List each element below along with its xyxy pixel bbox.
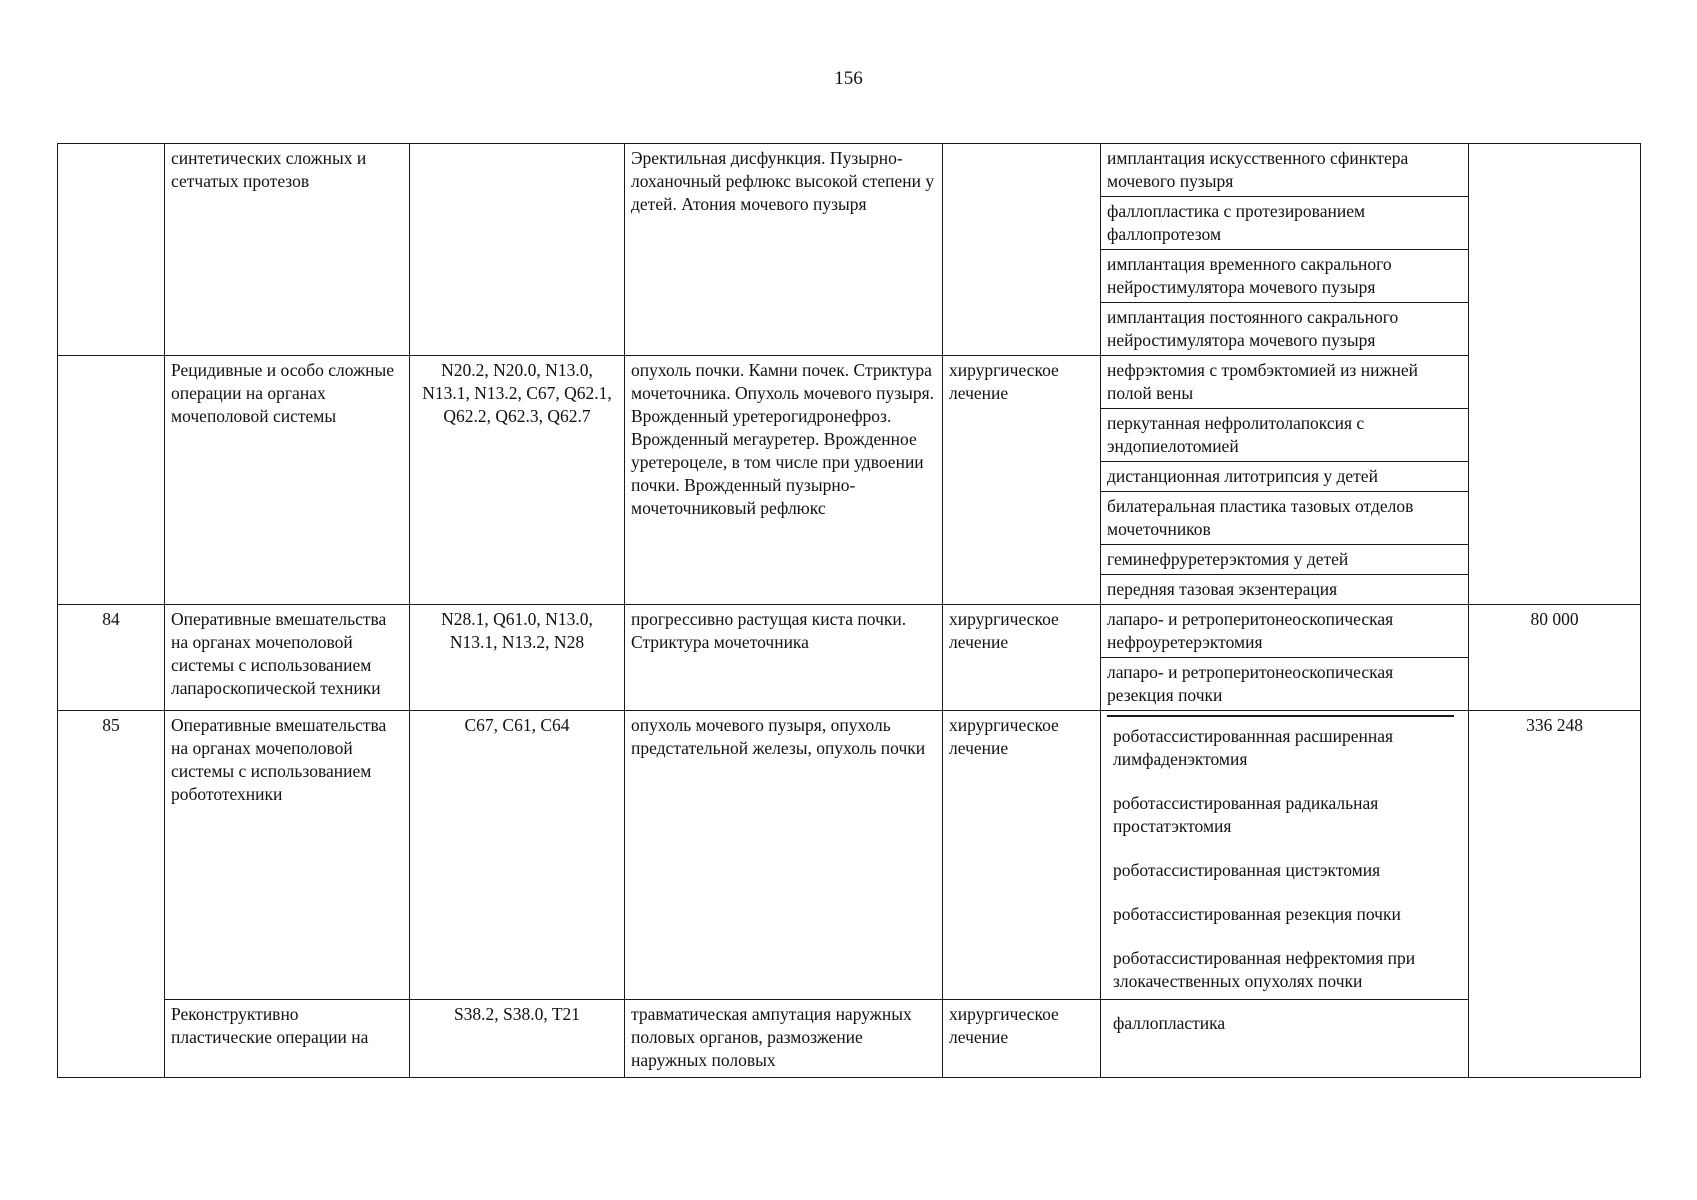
row-number-cell: 84 (58, 605, 165, 711)
diagnosis-cell: опухоль почки. Камни почек. Стриктура мочеточника. Опухоль мочевого пузыря. Врожденный уретерогидронефроз. Врожденный мегауретер. Врожденное уретероцеле, в том числе при удвоении почки. Врожденный пузырно-мочеточниковый рефлюкс (625, 356, 943, 605)
procedure-item: дистанционная литотрипсия у детей (1101, 462, 1468, 492)
cost-cell (1469, 144, 1641, 605)
procedure-item: лапаро- и ретроперитонеоскопическая нефроуретерэктомия (1101, 605, 1468, 658)
icd-codes-cell: C67, C61, C64 (410, 711, 625, 1000)
treatment-type-cell: хирургическое лечение (943, 356, 1101, 605)
treatment-type-cell: хирургическое лечение (943, 1000, 1101, 1078)
row-number-cell: 85 (58, 711, 165, 1078)
care-type-cell: Оперативные вмешательства на органах мочеполовой системы с использованием лапароскопической техники (165, 605, 410, 711)
diagnosis-cell: опухоль мочевого пузыря, опухоль предстательной железы, опухоль почки (625, 711, 943, 1000)
procedure-item: роботассистированная резекция почки (1113, 904, 1401, 924)
procedures-cell (1101, 356, 1469, 605)
icd-codes-cell (410, 144, 625, 356)
procedure-item: передняя тазовая экзентерация (1107, 579, 1338, 599)
row-number-cell (58, 144, 165, 356)
procedure-item: роботассистированная нефректомия при злокачественных опухолях почки (1113, 948, 1416, 991)
procedure-item: перкутанная нефролитолапоксия с эндопиелотомией (1101, 409, 1468, 462)
procedure-item: роботассистированнная расширенная лимфаденэктомия (1113, 726, 1394, 769)
procedure-item: геминефруретерэктомия у детей (1101, 545, 1468, 575)
care-type-cell: Оперативные вмешательства на органах мочеполовой системы с использованием робототехники (165, 711, 410, 1000)
icd-codes-cell: N28.1, Q61.0, N13.0, N13.1, N13.2, N28 (410, 605, 625, 711)
procedure-item: нефрэктомия с тромбэктомией из нижней полой вены (1101, 356, 1468, 409)
care-type-cell: синтетических сложных и сетчатых протезов (165, 144, 410, 356)
icd-codes-cell: S38.2, S38.0, T21 (410, 1000, 625, 1078)
procedures-cell (1101, 144, 1469, 356)
care-type-cell: Реконструктивно пластические операции на (165, 1000, 410, 1078)
procedure-item: роботассистированная радикальная простатэктомия (1113, 793, 1379, 836)
procedures-cell (1101, 711, 1469, 1000)
procedures-cell (1101, 1000, 1469, 1078)
row-number-cell (58, 356, 165, 605)
diagnosis-cell: Эректильная дисфункция. Пузырно-лоханочный рефлюкс высокой степени у детей. Атония мочевого пузыря (625, 144, 943, 356)
procedure-item: лапаро- и ретроперитонеоскопическая резекция почки (1107, 662, 1394, 705)
icd-codes-cell: N20.2, N20.0, N13.0, N13.1, N13.2, C67, Q62.1, Q62.2, Q62.3, Q62.7 (410, 356, 625, 605)
cost-cell: 80 000 (1469, 605, 1641, 711)
procedure-list (1107, 715, 1454, 993)
procedure-item: фаллопластика (1113, 1013, 1226, 1033)
page-number: 156 (834, 68, 863, 89)
treatment-type-cell (943, 144, 1101, 356)
care-type-cell: Рецидивные и особо сложные операции на органах мочеполовой системы (165, 356, 410, 605)
cost-cell: 336 248 (1469, 711, 1641, 1078)
procedures-cell (1101, 605, 1469, 711)
procedure-item: фаллопластика с протезированием фаллопротезом (1101, 197, 1468, 250)
medical-care-table (57, 143, 1641, 1078)
table-row (58, 356, 1641, 605)
procedure-item: роботассистированная цистэктомия (1113, 860, 1381, 880)
table-row (58, 144, 1641, 356)
diagnosis-cell: прогрессивно растущая киста почки. Стриктура мочеточника (625, 605, 943, 711)
table-row (58, 1000, 1641, 1078)
table-row (58, 605, 1641, 711)
table-row (58, 711, 1641, 1000)
procedure-item: билатеральная пластика тазовых отделов мочеточников (1101, 492, 1468, 545)
diagnosis-cell: травматическая ампутация наружных половых органов, размозжение наружных половых (625, 1000, 943, 1078)
treatment-type-cell: хирургическое лечение (943, 605, 1101, 711)
procedure-item: имплантация временного сакрального нейростимулятора мочевого пузыря (1101, 250, 1468, 303)
procedure-item: имплантация искусственного сфинктера мочевого пузыря (1101, 144, 1468, 197)
procedure-item: имплантация постоянного сакрального нейростимулятора мочевого пузыря (1107, 307, 1399, 350)
treatment-type-cell: хирургическое лечение (943, 711, 1101, 1000)
